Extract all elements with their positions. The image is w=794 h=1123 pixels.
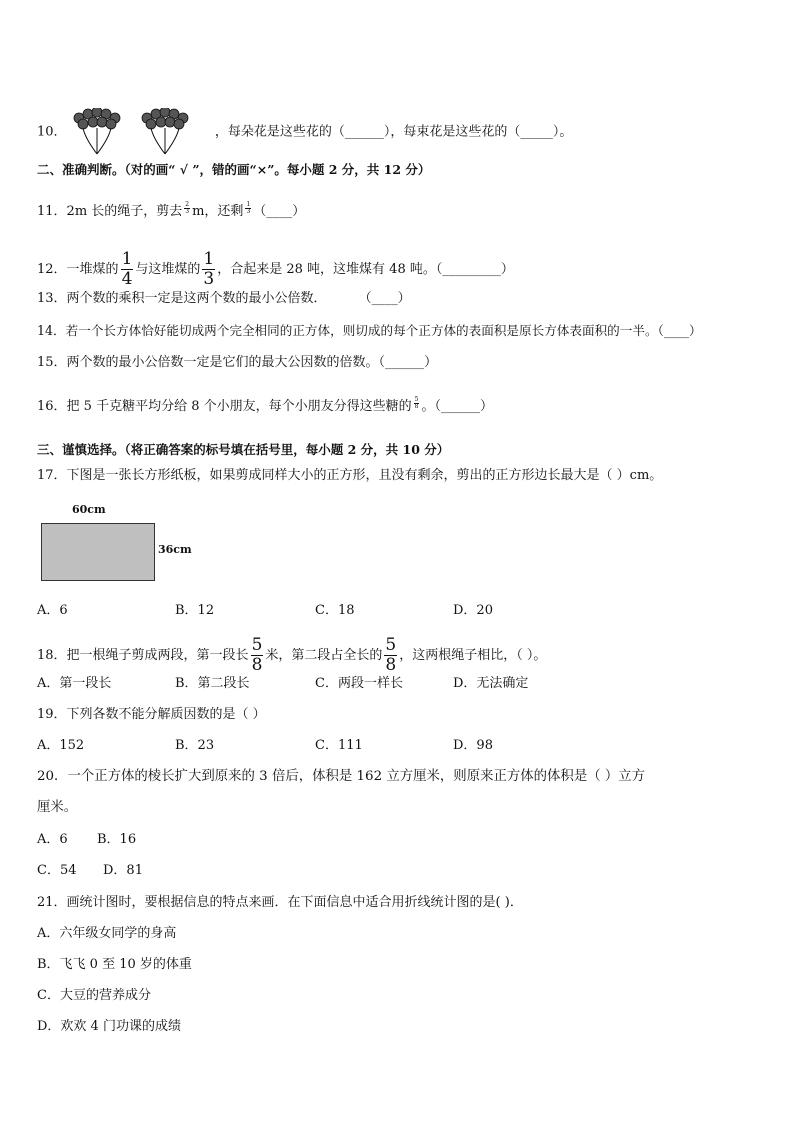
question-21: 21．画统计图时，要根据信息的特点来画．在下面信息中适合用折线统计图的是( )． [37, 895, 523, 910]
answer-blank[interactable]: ______ [344, 124, 384, 140]
question-15: 15．两个数的最小公倍数一定是它们的最大公因数的倍数。（______） [37, 355, 438, 370]
option-c[interactable]: C．两段一样长 [315, 676, 403, 691]
option-c[interactable]: C．18 [315, 603, 355, 618]
section-3-heading: 三、谨慎选择。（将正确答案的标号填在括号里，每小题 2 分，共 10 分） [37, 442, 450, 457]
question-10: 10． ，每朵花是这些花的（______），每束花是这些花的（_____）。 [37, 108, 572, 156]
option-d[interactable]: D．20 [453, 603, 493, 618]
option-c[interactable]: C．大豆的营养成分 [37, 988, 151, 1003]
option-a[interactable]: A．6 [37, 832, 68, 847]
option-b[interactable]: B．第二段长 [175, 676, 250, 691]
rectangle-height-label: 36cm [158, 543, 192, 556]
question-18: 18．把一根绳子剪成两段，第一段长 $\frac{5}{8}$ 米，第二段占全长的 $\frac{5}{8}$ ，这两根绳子相比，（ ）。 [37, 635, 547, 675]
question-20: 20．一个正方体的棱长扩大到原来的 3 倍后，体积是 162 立方厘米，则原来正方体的体积是（ ）立方 [37, 769, 646, 784]
answer-blank[interactable]: ______ [440, 399, 480, 414]
option-d[interactable]: D．98 [453, 738, 493, 753]
fraction: $\frac{2}{3}$ [185, 201, 190, 215]
option-a[interactable]: A．6 [37, 603, 68, 618]
q20-options-row1 [37, 831, 136, 849]
question-16: 16．把 5 千克糖平均分给 8 个小朋友，每个小朋友分得这些糖的 $\frac{5}{8}$ 。（______） [37, 396, 493, 414]
question-number: 10． [37, 124, 67, 140]
q19-options [37, 737, 493, 755]
answer-blank[interactable]: ____ [266, 204, 293, 219]
option-b[interactable]: B．飞飞 0 至 10 岁的体重 [37, 957, 192, 972]
option-d[interactable]: D．欢欢 4 门功课的成绩 [37, 1019, 181, 1034]
option-b[interactable]: B．12 [175, 603, 215, 618]
fraction: $\frac{1}{3}$ [203, 249, 215, 289]
fraction: $\frac{5}{8}$ [385, 635, 397, 675]
answer-blank[interactable]: _________ [442, 262, 501, 277]
option-d[interactable]: D．81 [103, 863, 143, 878]
question-11: 11．2m 长的绳子，剪去 $\frac{2}{3}$ m，还剩 $\frac{1}{3}$ （____） [37, 201, 306, 219]
question-17: 17．下图是一张长方形纸板，如果剪成同样大小的正方形，且没有剩余，剪出的正方形边长最大是（ ）cm。 [37, 468, 663, 483]
question-12: 12．一堆煤的 $\frac{1}{4}$ 与这堆煤的 $\frac{1}{3}$ ，合起来是 28 吨，这堆煤有 48 吨。（_________） [37, 249, 514, 289]
q17-options [37, 602, 493, 620]
q20-options-row2 [37, 862, 143, 880]
option-c[interactable]: C．111 [315, 738, 363, 753]
fraction: $\frac{1}{3}$ [246, 201, 251, 215]
fraction: $\frac{5}{8}$ [251, 635, 263, 675]
option-a[interactable]: A．六年级女同学的身高 [37, 926, 177, 941]
answer-blank[interactable]: ____ [371, 291, 398, 306]
fraction: $\frac{1}{4}$ [121, 249, 133, 289]
option-b[interactable]: B．23 [175, 738, 215, 753]
rectangle-figure [41, 523, 155, 581]
option-c[interactable]: C．54 [37, 863, 77, 878]
q18-options [37, 675, 528, 693]
section-2-heading: 二、准确判断。（对的画“ √ ”，错的画“×”。每小题 2 分，共 12 分） [37, 162, 431, 177]
option-d[interactable]: D．无法确定 [453, 676, 529, 691]
flower-bouquets-image [71, 108, 211, 156]
answer-blank[interactable]: ____ [663, 323, 690, 338]
option-a[interactable]: A．152 [37, 738, 85, 753]
fraction: $\frac{5}{8}$ [414, 396, 419, 410]
question-19: 19．下列各数不能分解质因数的是（ ） [37, 707, 266, 722]
answer-blank[interactable]: _____ [520, 124, 553, 140]
rectangle-width-label: 60cm [72, 503, 106, 516]
question-20-cont: 厘米。 [37, 800, 78, 815]
option-a[interactable]: A．第一段长 [37, 676, 112, 691]
question-14: 14．若一个长方体恰好能切成两个完全相同的正方体，则切成的每个正方体的表面积是原长方体表面积的一半。（____） [37, 323, 702, 338]
question-13: 13．两个数的乘积一定是这两个数的最小公倍数． （____） [37, 291, 411, 306]
option-b[interactable]: B．16 [97, 832, 137, 847]
answer-blank[interactable]: ______ [385, 355, 425, 370]
